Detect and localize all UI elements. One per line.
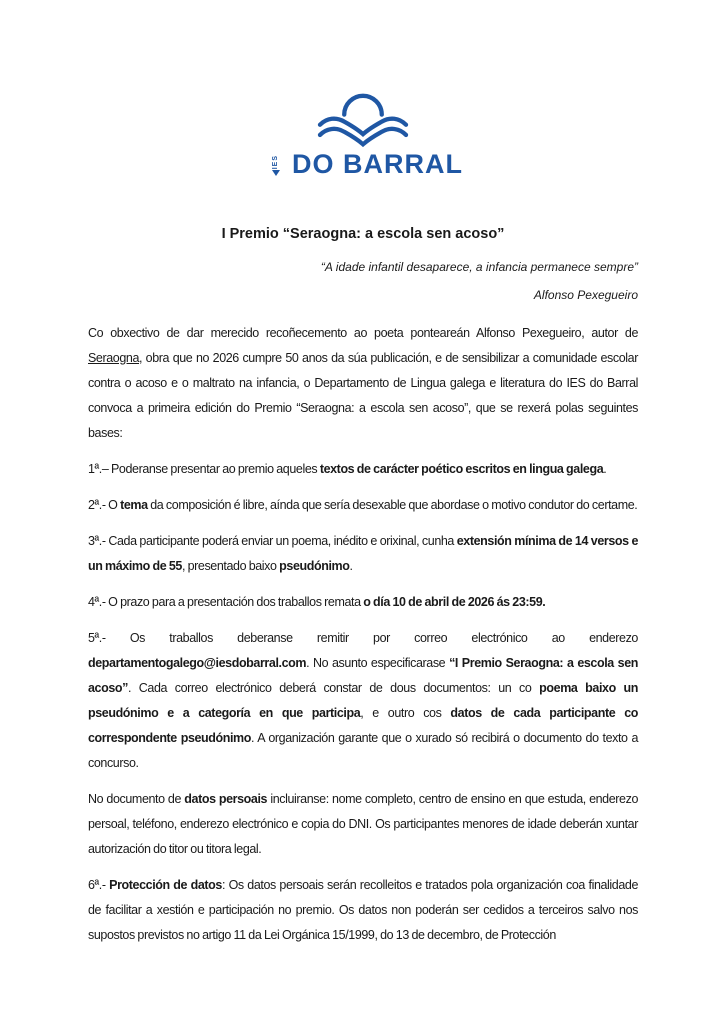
document-title: I Premio “Seraogna: a escola sen acoso” [221, 226, 505, 242]
paragraph [88, 321, 638, 446]
emphasis-text: datos persoais [184, 792, 268, 806]
body-text: , obra que no 2026 cumpre 50 anos da súa publicación, e de sensibilizar a comunidade escolar contra o acoso e o maltrato na infancia, o Departamento de Lingua galega e literatura do IES do Barral convoca a primeira edición do Premio “Seraogna: a escola sen acoso”, que se rexerá polas seguintes bases: [88, 351, 638, 440]
paragraph [88, 529, 638, 579]
body-text: . A organización garante que o xurado só recibirá o documento do texto a concurso. [88, 731, 638, 770]
body-text: . [603, 462, 607, 476]
emphasis-text: datos de cada participante co correspondente pseudónimo [88, 706, 638, 745]
school-logo [88, 88, 638, 177]
sun-arc [344, 96, 382, 115]
logo-school-name: DO BARRAL [292, 149, 463, 179]
emphasis-text: extensión mínima de 14 versos e un máximo de 55 [88, 534, 639, 573]
underlined-text: Seraogna [88, 351, 140, 365]
body-text: , e outro cos [360, 706, 451, 720]
epigraph-quote: “A idade infantil desaparece, a infancia permanece sempre” [320, 260, 638, 274]
emphasis-text: “I Premio Seraogna: a escola sen acoso” [88, 656, 638, 695]
paragraph [88, 457, 638, 482]
body-text: : Os datos persoais serán recolleitos e tratados pola organización coa finalidade de facilitar a xestión e participación no premio. Os datos non poderán ser cedidos a terceiros salvo nos supostos previstos no artigo 11 da Lei Orgánica 15/1999, do 13 de decembro, de Protección [88, 878, 639, 942]
body-text: 1ª.– Poderanse presentar ao premio aqueles [88, 462, 320, 476]
body-text: 3ª.- Cada participante poderá enviar un poema, inédito e orixinal, cunha [88, 534, 457, 548]
body-text: . Cada correo electrónico deberá constar de dous documentos: un co [127, 681, 540, 695]
body-text: 6ª.- [88, 878, 110, 892]
body-text: . [349, 559, 353, 573]
paragraph [88, 590, 638, 615]
body-text: , presentado baixo [181, 559, 280, 573]
paragraph [88, 787, 638, 862]
logo-ies-block [263, 155, 289, 177]
triangle-down-icon [272, 170, 280, 176]
body-text: 5ª.- Os traballos deberanse remitir por correo electrónico ao enderezo [88, 631, 638, 645]
body-text: 2ª.- O [88, 498, 121, 512]
emphasis-text: Protección de datos [109, 878, 222, 892]
body-text: incluiranse: nome completo, centro de ensino en que estuda, enderezo persoal, teléfono, enderezo electrónico e copia do DNI. Os participantes menores de idade deberán xuntar autorización do titor ou titora legal. [88, 792, 639, 856]
body-text: da composición é libre, aínda que sería desexable que abordase o motivo condutor do certame. [147, 498, 638, 512]
epigraph-author: Alfonso Pexegueiro [533, 288, 638, 302]
emphasis-text: textos de carácter poético escritos en lingua galega [319, 462, 604, 476]
logo-wordmark [88, 151, 638, 177]
emphasis-text: tema [120, 498, 148, 512]
document-body [88, 321, 638, 948]
emphasis-text: poema baixo un pseudónimo e a categoría en que participa [88, 681, 638, 720]
logo-ies-label: IES [272, 154, 279, 169]
wave-top [320, 119, 406, 134]
body-text: 4ª.- O prazo para a presentación dos traballos remata [88, 595, 364, 609]
paragraph [88, 626, 638, 776]
body-text: No documento de [88, 792, 185, 806]
paragraph [88, 493, 638, 518]
paragraph [88, 873, 638, 948]
body-text: Co obxectivo de dar merecido recoñecemento ao poeta ponteareán Alfonso Pexegueiro, autor de [88, 326, 638, 340]
sun-waves-icon [316, 88, 410, 149]
emphasis-text: pseudónimo [279, 559, 350, 573]
body-text: . No asunto especificarase [306, 656, 450, 670]
emphasis-text: departamentogalego@iesdobarral.com [88, 656, 307, 670]
emphasis-text: o día 10 de abril de 2026 ás 23:59. [363, 595, 546, 609]
